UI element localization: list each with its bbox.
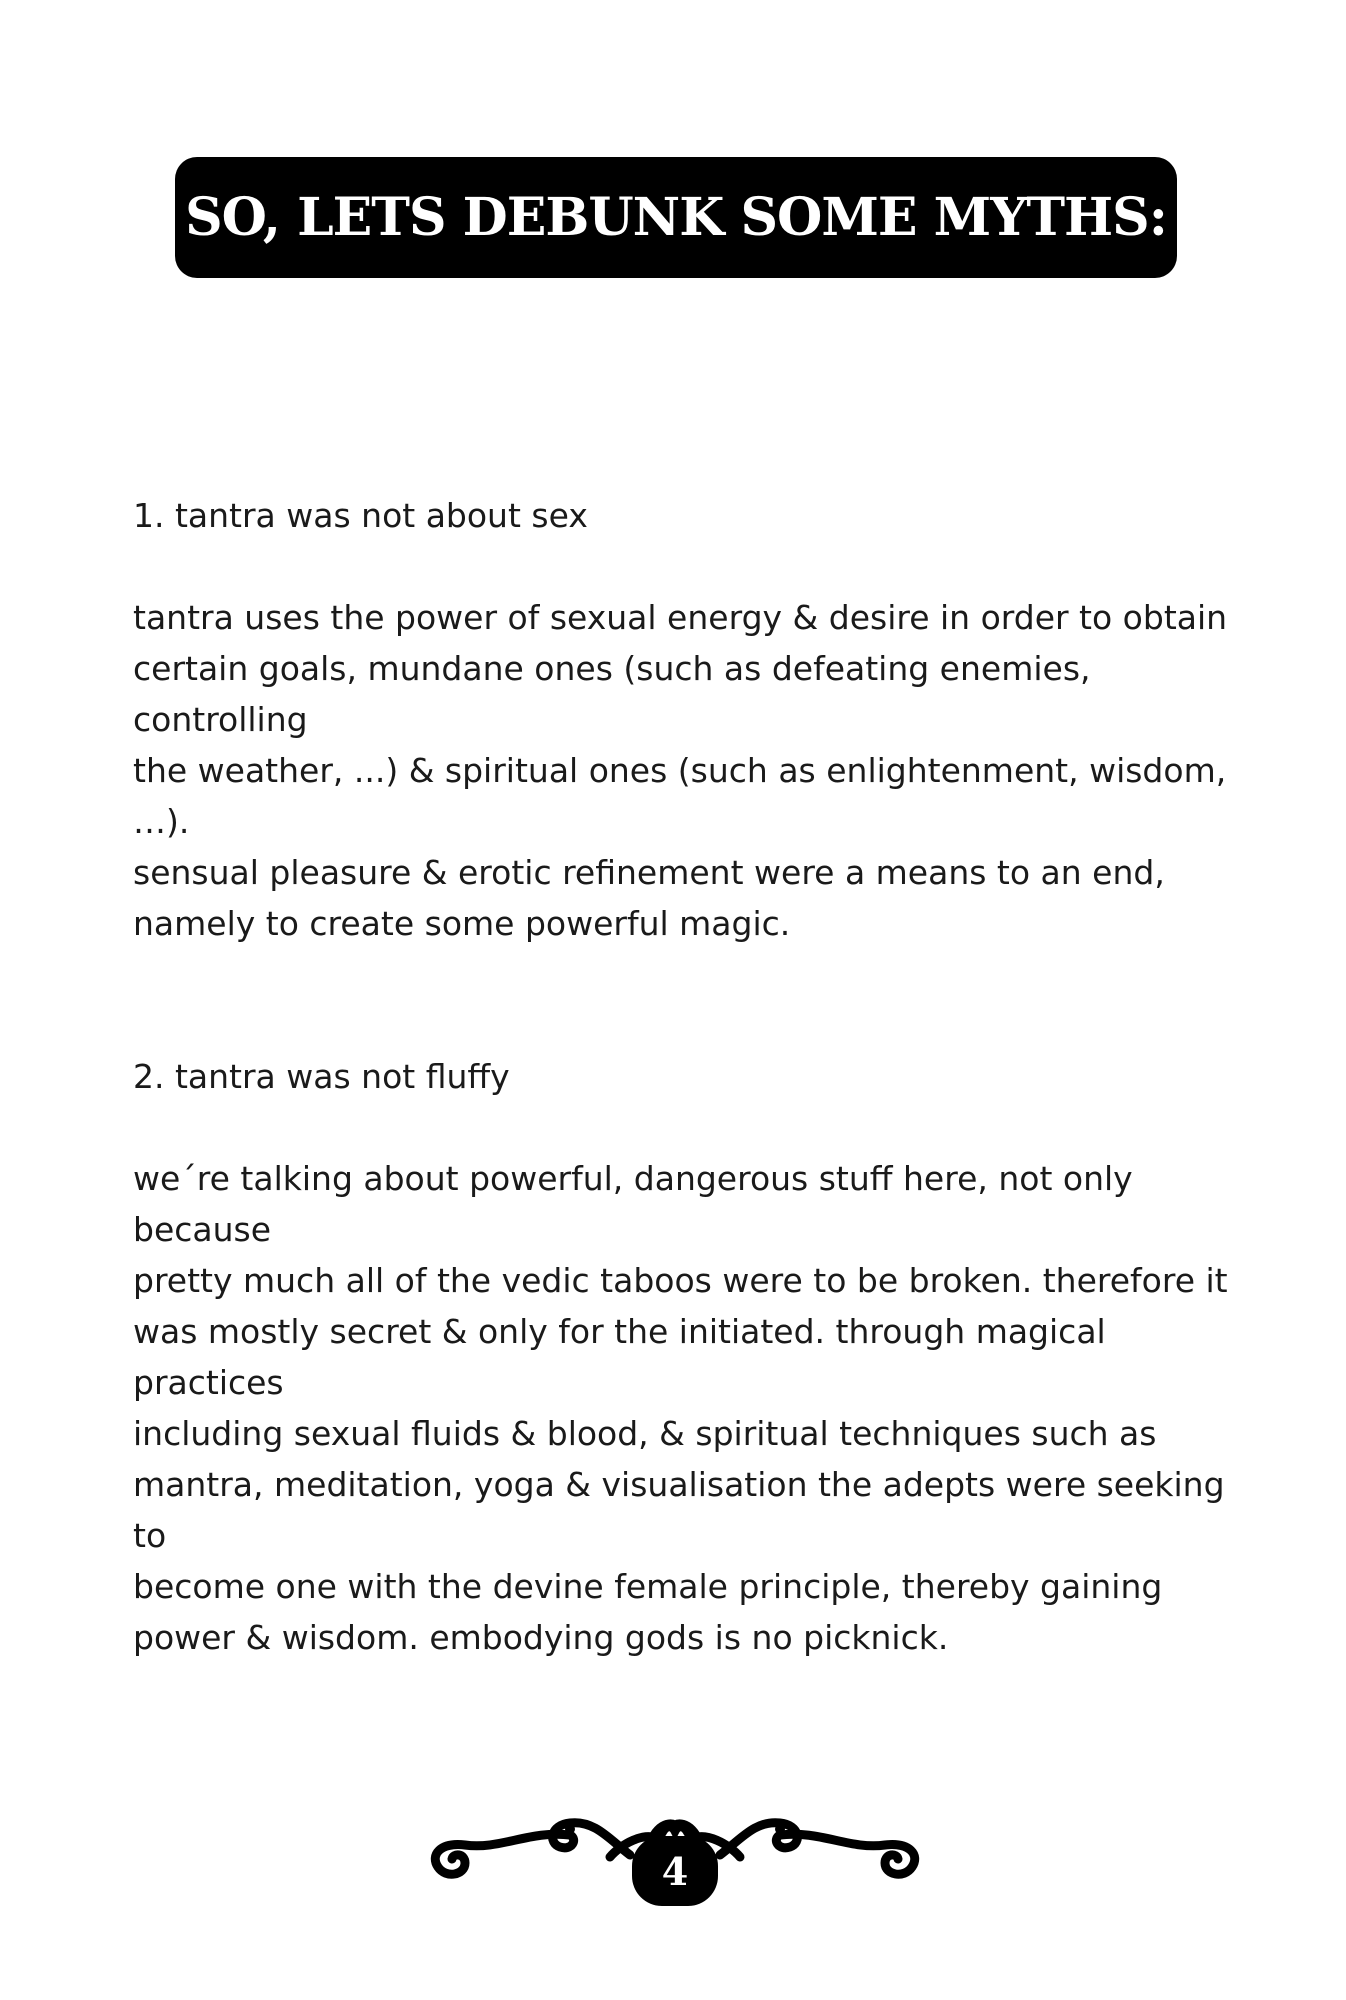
page-number-badge: 4 bbox=[632, 1836, 718, 1906]
title-banner bbox=[175, 157, 1177, 278]
section-2-line: mantra, meditation, yoga & visualisation the adepts were seeking to bbox=[133, 1465, 1225, 1555]
section-1-heading: 1. tantra was not about sex bbox=[133, 496, 588, 535]
section-2-line: power & wisdom. embodying gods is no picknick. bbox=[133, 1618, 949, 1657]
section-1-line: sensual pleasure & erotic refinement were a means to an end, bbox=[133, 853, 1165, 892]
section-2-heading: 2. tantra was not fluffy bbox=[133, 1057, 510, 1096]
body-content bbox=[133, 490, 1253, 1663]
section-1-line: the weather, ...) & spiritual ones (such as enlightenment, wisdom, …). bbox=[133, 751, 1227, 841]
section-2-line: including sexual fluids & blood, & spiritual techniques such as bbox=[133, 1414, 1157, 1453]
section-2-line: we´re talking about powerful, dangerous stuff here, not only because bbox=[133, 1159, 1133, 1249]
section-1-paragraph bbox=[133, 592, 1253, 949]
page-title: SO, LETS DEBUNK SOME MYTHS: bbox=[185, 187, 1167, 248]
section-2-paragraph bbox=[133, 1153, 1253, 1663]
section-2-line: was mostly secret & only for the initiated. through magical practices bbox=[133, 1312, 1106, 1402]
section-1-line: tantra uses the power of sexual energy & desire in order to obtain bbox=[133, 598, 1228, 637]
section-2-line: become one with the devine female principle, thereby gaining bbox=[133, 1567, 1163, 1606]
section-2-line: pretty much all of the vedic taboos were to be broken. therefore it bbox=[133, 1261, 1228, 1300]
section-1-line: namely to create some powerful magic. bbox=[133, 904, 791, 943]
section-1-line: certain goals, mundane ones (such as defeating enemies, controlling bbox=[133, 649, 1091, 739]
